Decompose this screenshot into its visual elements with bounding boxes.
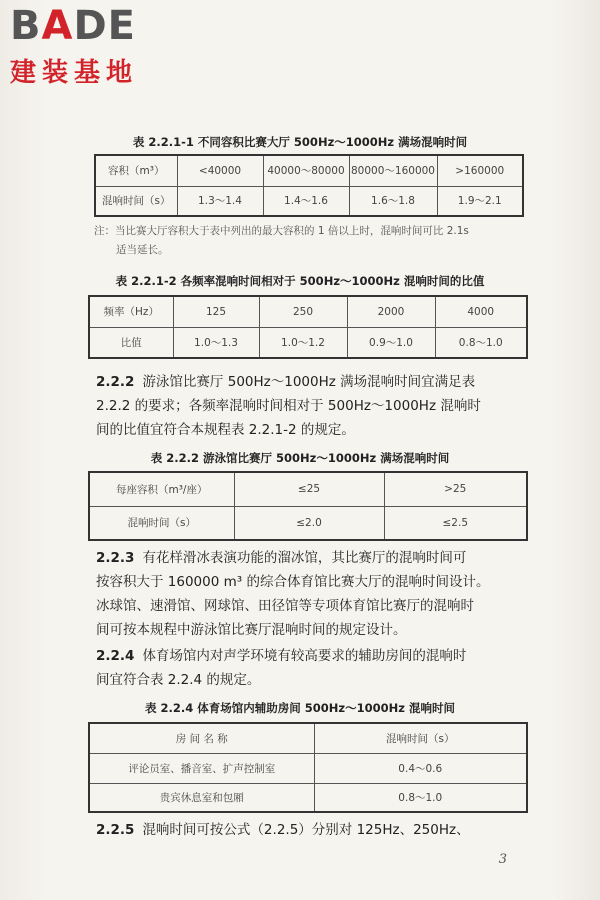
table-cell: 1.0～1.2 bbox=[259, 327, 347, 358]
table3 bbox=[88, 471, 528, 541]
table-cell: 125 bbox=[173, 296, 259, 327]
clause-2-2-3: 2.2.3 有花样滑冰表演功能的溜冰馆，其比赛厅的混响时间可 按容积大于 160000 m³ 的综合体育馆比赛大厅的混响时间设计。 冰球馆、速滑馆、网球馆、田径馆等专项体育馆比赛厅的混响时 间可按本规程中游泳馆比赛厅混响时间的规定设计。 bbox=[96, 550, 490, 638]
table-cell: 0.8～1.0 bbox=[314, 783, 527, 812]
table-cell: 比值 bbox=[89, 327, 173, 358]
table4 bbox=[88, 722, 528, 813]
table-cell: 2000 bbox=[347, 296, 435, 327]
table-cell: >160000 bbox=[437, 155, 523, 186]
table-cell: 房 间 名 称 bbox=[89, 723, 314, 753]
table-cell: 0.9～1.0 bbox=[347, 327, 435, 358]
table-cell: 1.6～1.8 bbox=[349, 186, 437, 216]
table-row bbox=[95, 155, 523, 186]
table-cell: <40000 bbox=[177, 155, 263, 186]
table-row bbox=[89, 472, 527, 506]
table-cell: 混响时间（s） bbox=[89, 506, 234, 540]
table-row bbox=[89, 506, 527, 540]
table-cell: 4000 bbox=[435, 296, 527, 327]
table1-caption: 表 2.2.1-1 不同容积比赛大厅 500Hz～1000Hz 满场混响时间 bbox=[132, 135, 468, 149]
table2 bbox=[88, 295, 528, 359]
clause-2-2-2: 2.2.2 游泳馆比赛厅 500Hz～1000Hz 满场混响时间宜满足表 2.2.2 的要求；各频率混响时间相对于 500Hz～1000Hz 混响时 间的比值宜符合本规程表 2.2.1-2 的规定。 bbox=[96, 374, 481, 438]
table-cell: 评论员室、播音室、扩声控制室 bbox=[89, 753, 314, 783]
table-cell: 1.3～1.4 bbox=[177, 186, 263, 216]
clause-2-2-4: 2.2.4 体育场馆内对声学环境有较高要求的辅助房间的混响时 间宜符合表 2.2.4 的规定。 bbox=[96, 648, 467, 688]
table-cell: 0.8～1.0 bbox=[435, 327, 527, 358]
table-row bbox=[89, 783, 527, 812]
table1-note: 注：当比赛大厅容积大于表中列出的最大容积的 1 倍以上时，混响时间可比 2.1s 适当延长。 bbox=[94, 225, 469, 256]
table-cell: 1.4～1.6 bbox=[263, 186, 349, 216]
brand-logo bbox=[10, 3, 139, 89]
table-cell: 每座容积（m³/座） bbox=[89, 472, 234, 506]
table-row bbox=[89, 296, 527, 327]
table-row bbox=[89, 753, 527, 783]
table-cell: ≤2.0 bbox=[234, 506, 384, 540]
clause-2-2-5: 2.2.5 混响时间可按公式（2.2.5）分别对 125Hz、250Hz、 bbox=[96, 822, 470, 838]
table-cell: >25 bbox=[384, 472, 527, 506]
table1 bbox=[94, 154, 524, 217]
table-cell: 40000～80000 bbox=[263, 155, 349, 186]
table-cell: 0.4～0.6 bbox=[314, 753, 527, 783]
logo-wordmark: BADE bbox=[10, 3, 136, 49]
table-cell: ≤2.5 bbox=[384, 506, 527, 540]
table-cell: 频率（Hz） bbox=[89, 296, 173, 327]
table-cell: 80000～160000 bbox=[349, 155, 437, 186]
table-cell: 混响时间（s） bbox=[314, 723, 527, 753]
table-row bbox=[89, 723, 527, 753]
table-cell: 混响时间（s） bbox=[95, 186, 177, 216]
logo-chinese-name: 建装基地 bbox=[10, 58, 139, 88]
table3-caption: 表 2.2.2 游泳馆比赛厅 500Hz～1000Hz 满场混响时间 bbox=[150, 451, 450, 465]
page-number: 3 bbox=[498, 852, 507, 867]
table-cell: 250 bbox=[259, 296, 347, 327]
table2-caption: 表 2.2.1-2 各频率混响时间相对于 500Hz～1000Hz 混响时间的比值 bbox=[115, 274, 485, 288]
table-cell: 1.0～1.3 bbox=[173, 327, 259, 358]
table-row bbox=[89, 327, 527, 358]
table-cell: 1.9～2.1 bbox=[437, 186, 523, 216]
table4-caption: 表 2.2.4 体育场馆内辅助房间 500Hz～1000Hz 混响时间 bbox=[145, 701, 455, 715]
table-cell: ≤25 bbox=[234, 472, 384, 506]
table-cell: 容积（m³） bbox=[95, 155, 177, 186]
table-row bbox=[95, 186, 523, 216]
table-cell: 贵宾休息室和包厢 bbox=[89, 783, 314, 812]
